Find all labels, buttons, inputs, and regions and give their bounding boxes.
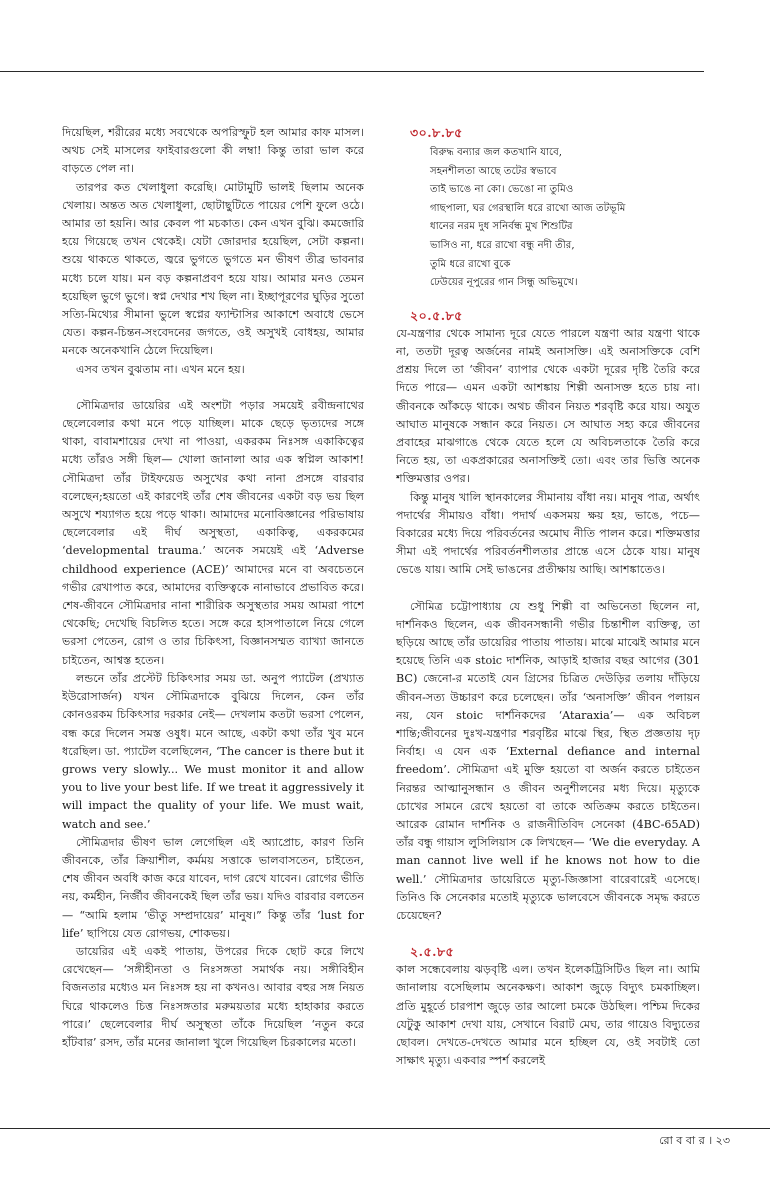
diary-date-heading: ৩০.৮.৮৫ <box>410 125 463 140</box>
body-paragraph: লন্ডনে তাঁর প্রস্টেট চিকিৎসার সময় ডা. অনুপ প্যাটেল (প্রখ্যাত ইউরোসার্জন) যখন সৌমিত্রদাকে বুঝিয়ে দিলেন, কেন তাঁর কোনওরকম চিকিৎসার দরকার নেই— দেখলাম কতটা ভরসা পেলেন, বন্ধ করে দিলেন সমস্ত ওষুধ। মনে আছে, একটা কথা তাঁর খুব মনে ধরেছিল। ডা. প্যাটেল বলেছিলেন, ‘The cancer is there but it grows very slowly... We must monitor it and allow you to live your best life. If we treat it aggressively it will impact the quality of your life. We must wait, watch and see.’ <box>62 671 364 831</box>
bottom-rule <box>0 1128 770 1129</box>
diary-date-heading: ২০.৫.৮৫ <box>410 307 463 323</box>
poem-line: সহনশীলতা আছে তটের স্বভাবে <box>430 165 557 177</box>
poem-line: তাই ভাঙে না কো। ভেঙো না তুমিও <box>430 184 574 196</box>
diary-paragraph: কাল সন্ধেবেলায় ঝড়বৃষ্টি এল। তখন ইলেকট্রিসিটিও ছিল না। আমি জানালায় বসেছিলাম অনেকক্ষণ। আকাশ জুড়ে বিদ্যুৎ চমকাচ্ছিল। প্রতি মুহূর্তে চারপাশ জুড়ে তার আলো চমকে উঠছিল। পশ্চিম দিকের যেটুকু আকাশ দেখা যায়, সেখানে বিরাট মেঘ, তার গায়েও বিদ্যুতের ছোবল। দেখতে-দেখতে আমার মনে হচ্ছিল যে, ওই সবটাই তো সাক্ষাৎ মৃত্যু। একবার স্পর্শ করলেই <box>396 963 700 1068</box>
right-column <box>396 124 700 1124</box>
poem-line: ঢেউয়ের নূপুরের গান সিন্ধু অভিমুখে। <box>430 277 578 289</box>
poem-line: বিরুদ্ধ বন্যার জল কতখানি যাবে, <box>430 147 563 158</box>
body-paragraph: এসব তখন বুঝতাম না। এখন মনে হয়। <box>76 362 245 376</box>
body-paragraph: তারপর কত খেলাধুলা করেছি। মোটামুটি ভালই ছিলাম অনেক খেলায়। অন্তত অত খেলাধুলা, ছোটাছুটিতে পায়ের পেশি ফুলে ওঠে। আমার তা হয়নি। আর কেবল পা মচকাত। কেন এখন বুঝি। কমজোরি হয়ে গিয়েছে তখন থেকেই। যেটা জোরদার হয়েছিল, সেটা কল্পনা। শুয়ে থাকতে থাকতে, জ্বরে ভুগতে ভুগতে মন ভীষণ তীব্র ভাবনার মধ্যে চলে যায়। মন বড় কল্পনাপ্রবণ হয়ে যায়। আমার মনও তেমন হয়েছিল ভুগে ভুগে। স্বপ্ন দেখার শখ ছিল না। ইচ্ছাপূরণের ঘুড়ির সুতো সত্যি-মিথ্যের সীমানা ভুলে স্বপ্নের ফ্যান্টাসির আকাশে অবাধে ভেসে যেত। কল্পন-চিন্তন-সংবেদনের জগতে, ওই অসুখই বোধহয়, আমার মনকে অনেকখানি ঠেলে দিয়েছিল। <box>62 180 364 358</box>
poem-line: ভাসিও না, ধরে রাখো বন্ধু নদী তীর, <box>430 239 575 251</box>
poem-line: গাছপালা, ঘর গেরস্থালি ধরে রাখো আজ তটভূমি <box>430 202 626 214</box>
body-paragraph: সৌমিত্রদার ভীষণ ভাল লেগেছিল এই অ্যাপ্রোচ, কারণ তিনি জীবনকে, তাঁর ক্রিয়াশীল, কর্মময় সত্তাকে ভালবাসতেন, চাইতেন, শেষ জীবন অবধি কাজ করে যাবেন, দাগ রেখে যাবেন। রোগের ভীতি নয়, কর্মহীন, নির্জীব জীবনকেই ছিল তাঁর ভয়। যদিও বারবার বলতেন— “আমি হলাম ‘ভীতু সম্প্রদায়ের’ মানুষ।” কিন্তু তাঁর ‘lust for life’ ছাপিয়ে যেত রোগভয়, শোকভয়। <box>62 835 364 940</box>
diary-date-heading: ২.৫.৮৫ <box>410 944 455 960</box>
top-rule <box>0 71 704 72</box>
body-paragraph: দিয়েছিল, শরীরের মধ্যে সবথেকে অপরিস্ফুট হল আমার কাফ মাসল। অথচ সেই মাসলের ফাইবারগুলো কী লম্বা! কিন্তু তারা ভাল করে বাড়তে পেল না। <box>62 126 364 176</box>
poem-line: তুমি ধরে রাখো বুকে <box>430 258 511 270</box>
body-paragraph: সৌমিত্রদার ডায়েরির এই অংশটা পড়ার সময়েই রবীন্দ্রনাথের ছেলেবেলার কথা মনে পড়ে যাচ্ছিল। মাকে ছেড়ে ভৃত্যদের সঙ্গে থাকা, বাবামশায়ের দেখা না পাওয়া, একরকম নিঃসঙ্গ একাকিত্বের মধ্যে তাঁরও সঙ্গী ছিল— খোলা জানালা আর এক স্বপ্নিল আকাশ! সৌমিত্রদা তাঁর টাইফয়েড অসুখের কথা নানা প্রসঙ্গে বারবার বলেছেন;হয়তো এই কারণেই তাঁর শেষ জীবনের একটা বড় ভয় ছিল অসুখে শয্যাগত হয়ে পড়ে থাকা। আমাদের মনোবিজ্ঞানের পরিভাষায় ছেলেবেলার এই দীর্ঘ অসুস্থতা, একাকিত্ব, একরকমের ‘developmental trauma.’ অনেক সময়েই এই ‘Adverse childhood experience (ACE)’ আমাদের মনে বা অবচেতনে গভীর রেখাপাত করে, আমাদের ব্যক্তিত্বকে নানাভাবে প্রভাবিত করে। শেষ-জীবনে সৌমিত্রদার নানা শারীরিক অসুস্থতার সময় আমরা পাশে থেকেছি; দেখেছি বিচলিত হতে। সঙ্গে করে হাসপাতালে নিয়ে গেলে ভরসা পেতেন, রোগ ও তার চিকিৎসা, বিজ্ঞানসম্মত ব্যাখ্যা জানতে চাইতেন, আশ্বস্ত হতেন। <box>62 398 364 667</box>
page-footer: রো ব বা র । ২৩ <box>659 1134 730 1147</box>
diary-paragraph: যে-যন্ত্রণার থেকে সামান্য দূরে যেতে পারলে যন্ত্রণা আর যন্ত্রণা থাকে না, ততটা দূরত্ব অর্জনের নামই অনাসক্তি। এই অনাসক্তিকে বেশি প্রশ্রয় দিলে তা ‘জীবন’ ব্যাপার থেকে একটা দূরের দৃষ্টি তৈরি করে দিতে পারে— এমন একটা আশঙ্কায় শিল্পী অনাসক্ত হতে চায় না। জীবনকে আঁকড়ে থাকে। অথচ জীবন নিয়ত শরবৃষ্টি করে যায়। অযুত আঘাত মানুষকে সন্ধান করে নিয়ত। সে আঘাত সহ্য করে জীবনের প্রবাহের মাঝগাঙে থেকে যেতে হলে যে অবিচলতাকে তৈরি করে নিতে হয়, তা একপ্রকারের অনাসক্তিই তো। এবং তার ভিত্তি অনেক শক্তিমত্তার ওপর। <box>396 326 700 486</box>
diary-poem <box>430 144 700 293</box>
poem-line: ধানের নরম দুধ সনির্বন্ধ মুখ শিশুটির <box>430 221 573 233</box>
body-paragraph: ডায়েরির এই একই পাতায়, উপরের দিকে ছোট করে লিখে রেখেছেন— ‘সঙ্গীহীনতা ও নিঃসঙ্গতা সমার্থক নয়। সঙ্গীবিহীন বিজনতার মধ্যেও মন নিঃসঙ্গ হয় না কখনও। আবার বহুর সঙ্গ নিয়ত ঘিরে থাকলেও চিত্ত নিঃসঙ্গতার মরুময়তার মধ্যে হাহাকার করতে পারে।’ ছেলেবেলার দীর্ঘ অসুস্থতা তাঁকে দিয়েছিল ‘নতুন করে হাঁটবার’ রসদ, তাঁর মনের জানালা খুলে গিয়েছিল চিরকালের মতো। <box>62 944 364 1049</box>
diary-paragraph: কিন্তু মানুষ খালি স্থানকালের সীমানায় বাঁধা নয়। মানুষ পাত্র, অর্থাৎ পদার্থের সীমায়ও বাঁধা। পদার্থ একসময় ক্ষয় হয়, ভাঙে, পচে— বিকারের মধ্যে দিয়ে পরিবর্তনের অমোঘ নীতি পালন করে। শক্তিমত্তার সীমা এই পদার্থের পরিবর্তনশীলতার প্রান্তে এসে ঠেকে যায়। মানুষ ভেঙে যায়। আমি সেই ভাঙনের প্রতীক্ষায় আছি। আশঙ্কাতেও। <box>396 490 700 577</box>
left-column <box>62 124 364 1124</box>
commentary-paragraph: সৌমিত্র চট্টোপাধ্যায় যে শুধু শিল্পী বা অভিনেতা ছিলেন না, দার্শনিকও ছিলেন, এক জীবনসন্ধানী গভীর চিন্তাশীল ব্যক্তিত্ব, তা ছড়িয়ে আছে তাঁর ডায়েরির পাতায় পাতায়। মাঝে মাঝেই আমার মনে হয়েছে তিনি এক stoic দার্শনিক, আড়াই হাজার বছর আগের (301 BC) জেনো-র মতোই যেন গ্রিসের চিত্রিত দেউড়ির তলায় দাঁড়িয়ে জীবন-সত্য উচ্চারণ করে চলেছেন। তাঁর ‘অনাসক্তি’ জীবন পলায়ন নয়, যেন stoic দার্শনিকদের ‘Ataraxia’— এক অবিচল শান্তি;জীবনের দুঃখ-যন্ত্রণার শরবৃষ্টির মাঝে স্থির, স্থিত প্রজ্ঞতায় দৃঢ় নির্বাহ। এ যেন এক ‘External defiance and internal freedom’. সৌমিত্রদা এই মুক্তি হয়তো বা অর্জন করতে চাইতেন নিরন্তর আত্মানুসন্ধান ও জীবন অনুশীলনের মধ্য দিয়ে। মৃত্যুকে চোখের সামনে রেখে হয়তো বা তাকে অতিক্রম করতে চাইতেন। আরেক রোমান দার্শনিক ও রাজনীতিবিদ সেনেকা (4BC-65AD) তাঁর বন্ধু গায়াস লুসিলিয়াস কে লিখছেন— ‘We die everyday. A man cannot live well if he knows not how to die well.’ সৌমিত্রদার ডায়েরিতে মৃত্যু-জিজ্ঞাসা বারেবারেই এসেছে। তিনিও কি সেনেকার মতোই মৃত্যুকে ভালবেসে জীবনকে সমৃদ্ধ করতে চেয়েছেন? <box>396 599 700 923</box>
